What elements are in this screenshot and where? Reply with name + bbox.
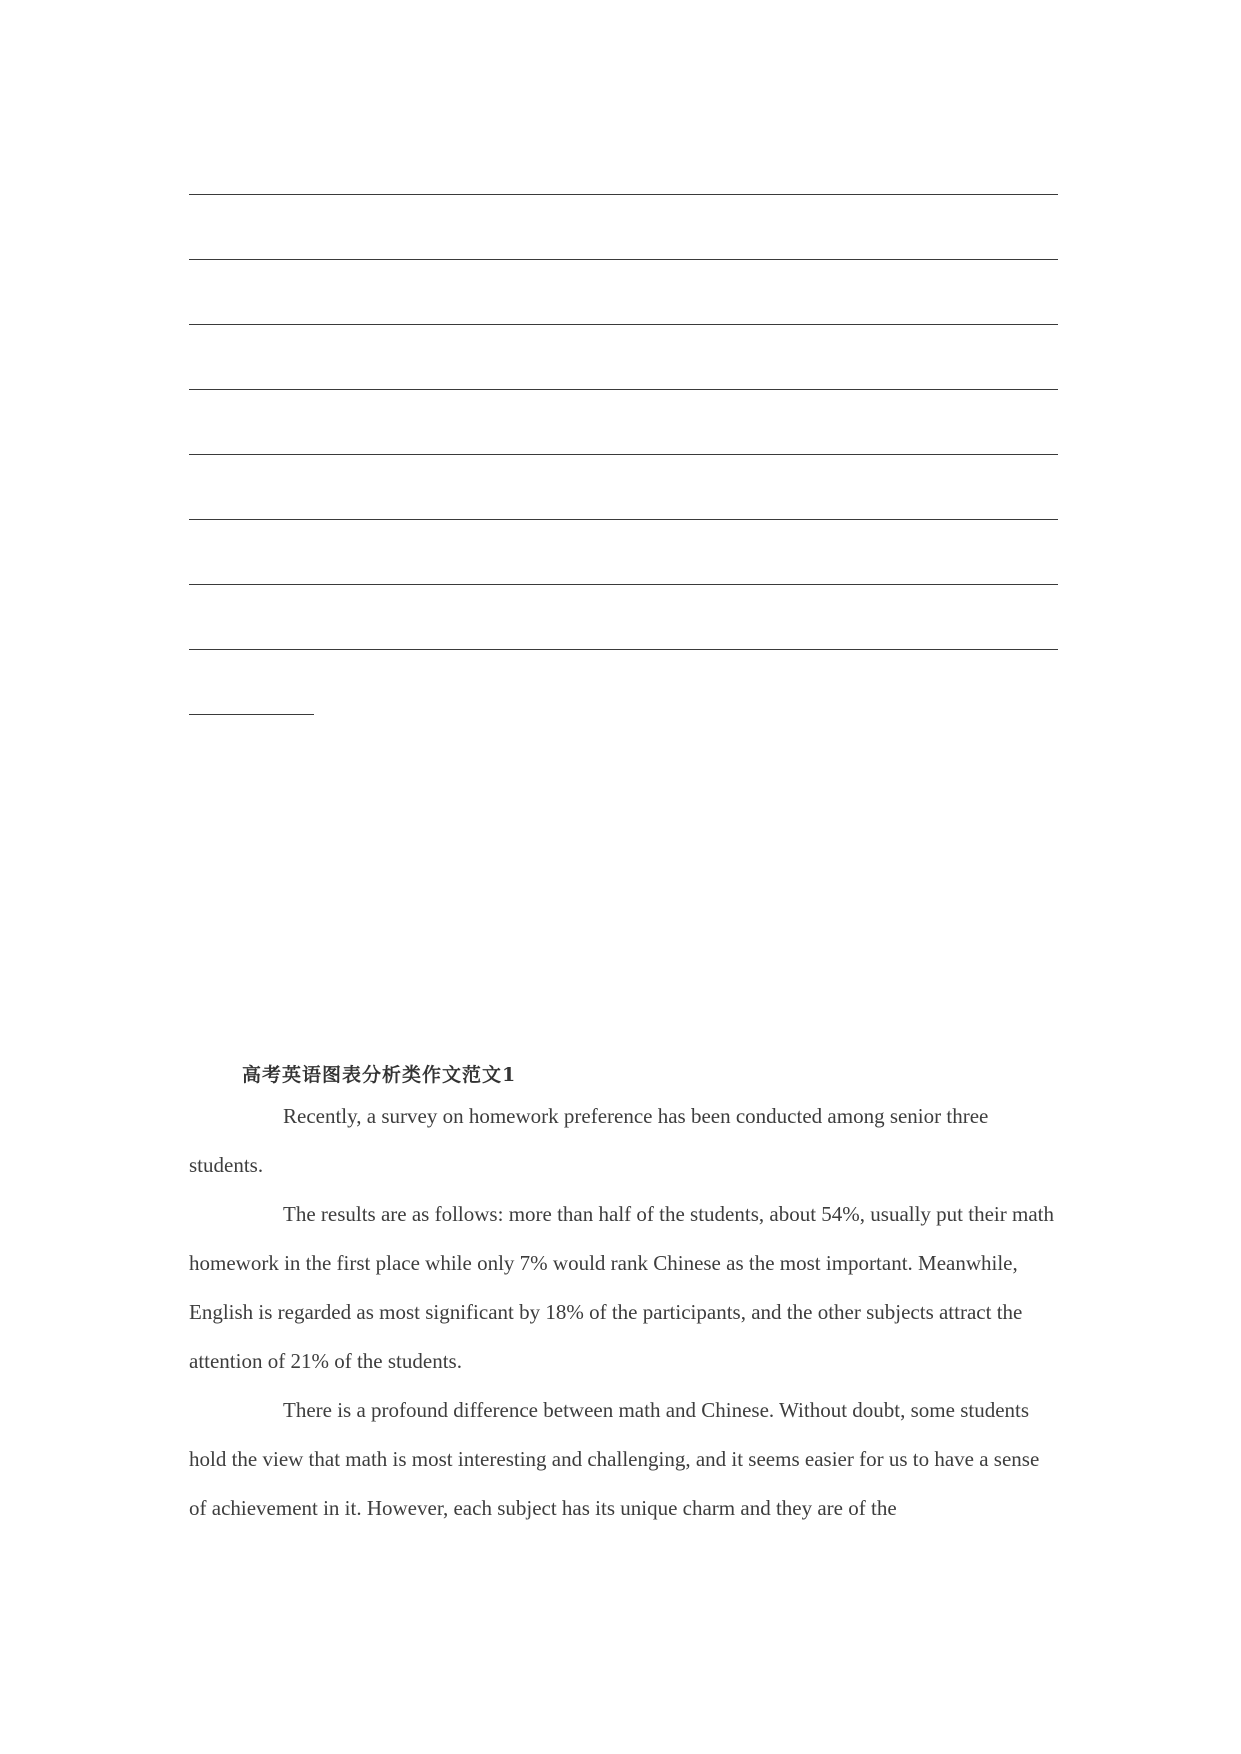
essay-paragraph: Recently, a survey on homework preference has been conducted among senior three students. xyxy=(189,1104,989,1177)
essay-title: 高考英语图表分析类作文范文1 xyxy=(242,1064,517,1086)
answer-line xyxy=(189,225,1058,290)
answer-line-short xyxy=(189,680,314,745)
essay-body xyxy=(189,1092,1058,1533)
sample-essay xyxy=(189,1058,1058,1533)
answer-line xyxy=(189,355,1058,420)
answer-line xyxy=(189,160,1058,225)
answer-lines xyxy=(189,160,1058,745)
answer-line xyxy=(189,550,1058,615)
answer-line xyxy=(189,290,1058,355)
answer-line xyxy=(189,615,1058,680)
essay-paragraph: The results are as follows: more than half of the students, about 54%, usually put their math homework in the first place while only 7% would rank Chinese as the most important. Meanwhile, English is regarded as most significant by 18% of the participants, and the other subjects attract the attention of 21% of the students. xyxy=(189,1202,1054,1373)
answer-line xyxy=(189,420,1058,485)
answer-line xyxy=(189,485,1058,550)
essay-paragraph: There is a profound difference between math and Chinese. Without doubt, some students hold the view that math is most interesting and challenging, and it seems easier for us to have a sense of achievement in it. However, each subject has its unique charm and they are of the xyxy=(189,1398,1040,1520)
